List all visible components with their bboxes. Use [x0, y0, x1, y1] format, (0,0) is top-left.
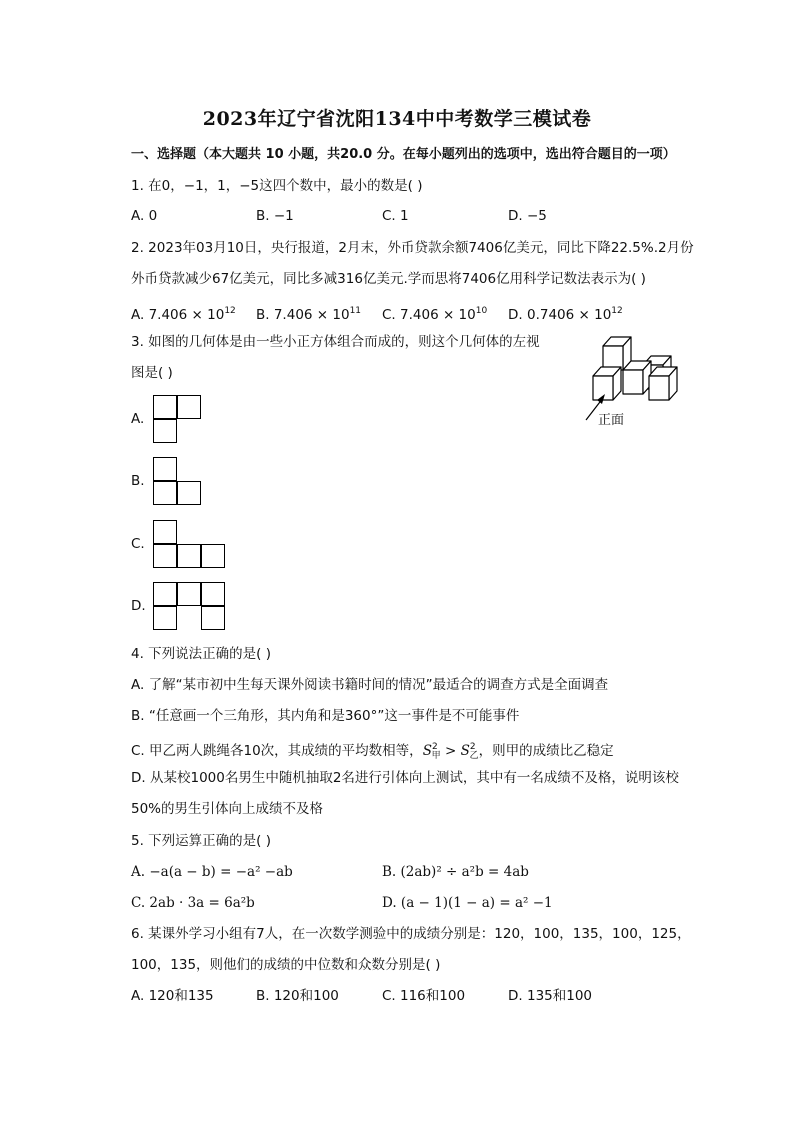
variance-exponent: 2	[469, 742, 476, 752]
question-1-stem: 1. 在0，−1，1，−5这四个数中，最小的数是( )	[131, 178, 423, 194]
grid-cell	[153, 395, 177, 419]
q3-option-a-label[interactable]: A.	[131, 411, 145, 427]
q6-option-d[interactable]: D. 135和100	[508, 988, 593, 1004]
q3-option-c-label[interactable]: C.	[131, 536, 145, 552]
q2-option-a-text: A. 7.406 × 10	[131, 307, 225, 323]
grid-cell	[153, 606, 177, 630]
grid-cell	[177, 544, 201, 568]
q4-option-c-text-end: ，则甲的成绩比乙稳定	[478, 743, 614, 759]
question-6-stem-line1: 6. 某课外学习小组有7人，在一次数学测验中的成绩分别是：120，100，135，100，125，	[131, 926, 691, 942]
question-5-stem: 5. 下列运算正确的是( )	[131, 833, 271, 849]
q2-option-c[interactable]	[382, 301, 487, 325]
q2-option-a-exponent: 12	[224, 306, 236, 316]
question-2-stem-line2: 外币贷款减少67亿美元，同比多减316亿美元.学而思将7406亿用科学记数法表示为( )	[131, 271, 646, 287]
q3-option-a-view[interactable]	[153, 395, 203, 445]
q4-option-c-text: C. 甲乙两人跳绳各10次，其成绩的平均数相等，	[131, 743, 423, 759]
greater-than-sign: >	[440, 743, 461, 759]
q6-option-a[interactable]: A. 120和135	[131, 988, 214, 1004]
q4-option-d-line2: 50%的男生引体向上成绩不及格	[131, 801, 324, 817]
q5-option-a[interactable]: A. −a(a − b) = −a² −ab	[131, 864, 293, 880]
q2-option-b-text: B. 7.406 × 10	[256, 307, 350, 323]
q5-option-b[interactable]: B. (2ab)² ÷ a²b = 4ab	[382, 864, 529, 880]
q1-option-b[interactable]: B. −1	[256, 208, 294, 224]
q6-option-c[interactable]: C. 116和100	[382, 988, 466, 1004]
q3-option-c-view[interactable]	[153, 520, 227, 570]
variance-symbol: S	[460, 743, 470, 759]
q1-option-d[interactable]: D. −5	[508, 208, 547, 224]
question-6-stem-line2: 100，135，则他们的成绩的中位数和众数分别是( )	[131, 957, 441, 973]
variance-subscript-jia: 甲	[431, 751, 441, 761]
grid-cell	[153, 481, 177, 505]
variance-symbol: S	[422, 743, 432, 759]
q6-option-b[interactable]: B. 120和100	[256, 988, 339, 1004]
q1-option-a[interactable]: A. 0	[131, 208, 158, 224]
front-view-label: 正面	[598, 413, 625, 428]
q2-option-d-exponent: 12	[611, 306, 623, 316]
grid-cell	[153, 582, 177, 606]
grid-cell	[153, 419, 177, 443]
grid-cell	[153, 520, 177, 544]
q1-option-c[interactable]: C. 1	[382, 208, 409, 224]
grid-cell	[153, 544, 177, 568]
q4-option-a[interactable]: A. 了解“某市初中生每天课外阅读书籍时间的情况”最适合的调查方式是全面调查	[131, 677, 609, 693]
grid-cell	[201, 544, 225, 568]
question-4-stem: 4. 下列说法正确的是( )	[131, 646, 271, 662]
q2-option-a[interactable]	[131, 301, 236, 325]
q2-option-d-text: D. 0.7406 × 10	[508, 307, 612, 323]
q4-option-b[interactable]: B. “任意画一个三角形，其内角和是360°”这一事件是不可能事件	[131, 708, 520, 724]
q3-option-d-label[interactable]: D.	[131, 598, 146, 614]
q5-option-d[interactable]: D. (a − 1)(1 − a) = a² −1	[382, 895, 553, 911]
grid-cell	[177, 395, 201, 419]
section-heading: 一、选择题（本大题共 10 小题，共20.0 分。在每小题列出的选项中，选出符合题目的一项）	[131, 147, 676, 162]
q3-option-b-view[interactable]	[153, 457, 203, 507]
q2-option-d[interactable]	[508, 301, 623, 325]
q2-option-b-exponent: 11	[349, 306, 362, 316]
q3-option-d-view[interactable]	[153, 582, 227, 632]
grid-cell	[177, 582, 201, 606]
q2-option-c-exponent: 10	[475, 306, 488, 316]
grid-cell	[201, 582, 225, 606]
q2-option-c-text: C. 7.406 × 10	[382, 307, 476, 323]
page-title: 2023年辽宁省沈阳134中中考数学三模试卷	[202, 108, 592, 130]
grid-cell	[201, 606, 225, 630]
variance-exponent: 2	[431, 742, 438, 752]
question-2-stem-line1: 2. 2023年03月10日，央行报道，2月末，外币贷款余额7406亿美元，同比下降22.5%.2月份	[131, 240, 694, 256]
variance-subscript-yi: 乙	[469, 751, 479, 761]
q2-option-b[interactable]	[256, 301, 361, 325]
q5-option-c[interactable]: C. 2ab · 3a = 6a²b	[131, 895, 255, 911]
q4-option-c[interactable]	[131, 737, 614, 766]
grid-cell	[153, 457, 177, 481]
question-3-stem-line1: 3. 如图的几何体是由一些小正方体组合而成的，则这个几何体的左视	[131, 334, 540, 350]
q4-option-d-line1[interactable]: D. 从某校1000名男生中随机抽取2名进行引体向上测试，其中有一名成绩不及格，说明该校	[131, 770, 679, 786]
q3-option-b-label[interactable]: B.	[131, 473, 145, 489]
question-3-stem-line2: 图是( )	[131, 365, 173, 381]
grid-cell	[177, 481, 201, 505]
